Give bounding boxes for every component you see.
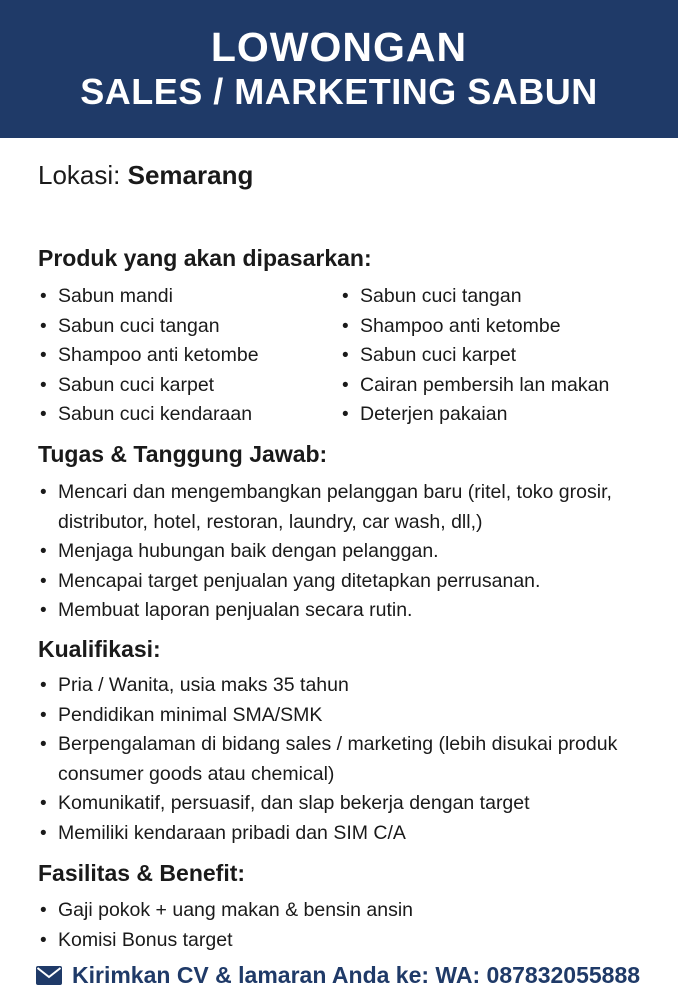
location-value: Semarang (127, 160, 254, 190)
list-item: • Sabun cuci karpet (340, 341, 609, 371)
list-item: • Mencari dan mengembangkan pelanggan baru (ritel, toko grosir, distributor, hotel, restoran, laundry, car wash, dll,) (38, 478, 638, 537)
duties-list (38, 478, 638, 626)
mail-icon (36, 966, 62, 985)
qualifications-list (38, 671, 638, 848)
list-item: • Shampoo anti ketombe (340, 312, 609, 342)
list-item: • Menjaga hubungan baik dengan pelanggan. (38, 537, 638, 567)
list-item: • Pria / Wanita, usia maks 35 tahun (38, 671, 638, 701)
list-item: • Mencapai target penjualan yang ditetapkan perrusanan. (38, 567, 638, 597)
list-item: • Membuat laporan penjualan secara rutin. (38, 596, 638, 626)
contact-footer (36, 962, 640, 989)
list-item: • Sabun mandi (38, 282, 259, 312)
list-item: • Gaji pokok + uang makan & bensin ansin (38, 896, 413, 926)
contact-text: Kirimkan CV & lamaran Anda ke: WA: 087832055888 (72, 962, 641, 988)
duties-heading: Tugas & Tanggung Jawab: (38, 441, 328, 467)
location (38, 160, 253, 191)
list-item: • Sabun cuci tangan (38, 312, 259, 342)
list-item: • Komisi Bonus target (38, 926, 413, 956)
products-heading: Produk yang akan dipasarkan: (38, 245, 372, 271)
list-item: • Memiliki kendaraan pribadi dan SIM C/A (38, 819, 638, 849)
qualifications-heading: Kualifikasi: (38, 636, 161, 662)
list-item: • Shampoo anti ketombe (38, 341, 259, 371)
list-item: • Sabun cuci tangan (340, 282, 609, 312)
title-line-1: LOWONGAN (210, 24, 468, 70)
list-item: • Deterjen pakaian (340, 400, 609, 430)
list-item: • Komunikatif, persuasif, dan slap bekerja dengan target (38, 789, 638, 819)
list-item: • Cairan pembersih lan makan (340, 371, 609, 401)
benefits-list (38, 896, 413, 955)
benefits-heading: Fasilitas & Benefit: (38, 860, 246, 886)
products-list-col1 (38, 282, 259, 430)
list-item: • Berpengalaman di bidang sales / marketing (lebih disukai produk consumer goods atau chemical) (38, 730, 638, 789)
list-item: • Sabun cuci karpet (38, 371, 259, 401)
location-label: Lokasi: (38, 160, 121, 190)
list-item: • Pendidikan minimal SMA/SMK (38, 701, 638, 731)
products-list-col2 (340, 282, 609, 430)
list-item: • Sabun cuci kendaraan (38, 400, 259, 430)
title-line-2: SALES / MARKETING SABUN (80, 71, 598, 112)
header-banner (0, 0, 678, 138)
